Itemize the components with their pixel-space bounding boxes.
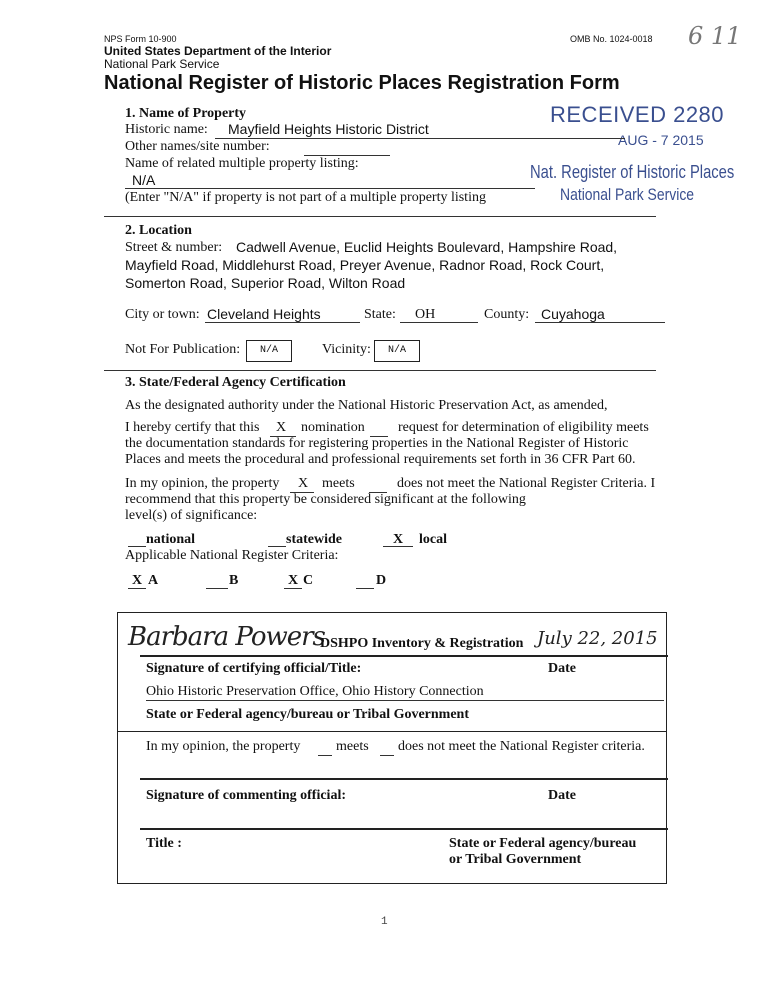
certifying-office: Ohio Historic Preservation Office, Ohio History Connection	[146, 684, 484, 699]
certifying-agency-label: State or Federal agency/bureau or Tribal Government	[146, 707, 470, 722]
level-statewide: statewide	[286, 532, 342, 547]
certify-text-a: I hereby certify that this	[125, 420, 260, 435]
page-title: National Register of Historic Places Registration Form	[104, 72, 620, 94]
signature-date: July 22, 2015	[537, 628, 658, 649]
received-date-stamp: AUG - 7 2015	[618, 132, 704, 148]
comment-opinion-b: meets	[336, 739, 369, 754]
meets-mark: X	[298, 476, 309, 491]
nomination-mark: X	[276, 420, 287, 435]
opinion-text-b: meets	[322, 476, 355, 491]
criteria-d: D	[376, 573, 387, 588]
form-number: NPS Form 10-900	[104, 34, 177, 44]
criteria-a-mark: X	[132, 573, 143, 588]
department: United States Department of the Interior	[104, 44, 332, 58]
certifying-sig-label: Signature of certifying official/Title:	[146, 661, 362, 676]
state-value: OH	[415, 307, 436, 322]
opinion-text-c: does not meet the National Register Criteria. I	[397, 476, 656, 491]
certify-text-c: request for determination of eligibility meets	[398, 420, 649, 435]
commenting-agency-line2: or Tribal Government	[449, 852, 582, 867]
commenting-title-label: Title :	[146, 836, 182, 851]
section2-heading: 2. Location	[125, 223, 192, 238]
section1-note: (Enter "N/A" if property is not part of a multiple property listing	[125, 190, 486, 205]
received-stamp: RECEIVED 2280	[550, 102, 725, 127]
comment-opinion-a: In my opinion, the property	[146, 739, 301, 754]
criteria-c: C	[303, 573, 314, 588]
city-label: City or town:	[125, 307, 200, 322]
criteria-a: A	[148, 573, 159, 588]
street-value-line2: Mayfield Road, Middlehurst Road, Preyer Avenue, Radnor Road, Rock Court,	[125, 257, 605, 273]
criteria-c-mark: X	[288, 573, 299, 588]
register-stamp-line1: Nat. Register of Historic Places	[530, 162, 735, 182]
certify-text-b: nomination	[301, 420, 365, 435]
section3-p1: As the designated authority under the National Historic Preservation Act, as amended,	[125, 398, 608, 413]
page-number: 1	[381, 916, 388, 928]
related-listing-label: Name of related multiple property listing:	[125, 156, 359, 171]
county-label: County:	[484, 307, 530, 322]
other-names-label: Other names/site number:	[125, 139, 270, 154]
criteria-label: Applicable National Register Criteria:	[125, 548, 339, 563]
related-listing-value: N/A	[132, 172, 156, 188]
service: National Park Service	[104, 57, 220, 71]
opinion-text-a: In my opinion, the property	[125, 476, 280, 491]
section1-heading: 1. Name of Property	[125, 106, 247, 121]
vicinity-box: N/A	[374, 340, 420, 362]
opinion-line3: level(s) of significance:	[125, 508, 258, 523]
certify-line2: the documentation standards for registering properties in the National Register of Historic	[125, 436, 629, 451]
county-value: Cuyahoga	[541, 306, 605, 322]
certifying-date-label: Date	[548, 661, 576, 676]
city-value: Cleveland Heights	[207, 306, 321, 322]
section3-heading: 3. State/Federal Agency Certification	[125, 375, 346, 390]
signer-title: DSHPO Inventory & Registration	[320, 636, 524, 651]
nfp-box: N/A	[246, 340, 292, 362]
certify-line3: Places and meets the procedural and professional requirements set forth in 36 CFR Part 60.	[125, 452, 636, 467]
commenting-date-label: Date	[548, 788, 576, 803]
handwritten-ref: 6 11	[688, 22, 742, 50]
historic-name-value: Mayfield Heights Historic District	[228, 121, 429, 137]
level-local: local	[419, 532, 447, 547]
street-label: Street & number:	[125, 240, 223, 255]
commenting-sig-label: Signature of commenting official:	[146, 788, 346, 803]
street-value-line3: Somerton Road, Superior Road, Wilton Road	[125, 275, 406, 291]
commenting-agency-line1: State or Federal agency/bureau	[449, 836, 637, 851]
nfp-label: Not For Publication:	[125, 342, 241, 357]
level-national: national	[146, 532, 196, 547]
comment-opinion-c: does not meet the National Register criteria.	[398, 739, 645, 754]
omb-number: OMB No. 1024-0018	[570, 34, 653, 44]
state-label: State:	[364, 307, 396, 322]
street-value-line1: Cadwell Avenue, Euclid Heights Boulevard, Hampshire Road,	[236, 239, 618, 255]
criteria-b: B	[229, 573, 239, 588]
opinion-line2: recommend that this property be considered significant at the following	[125, 492, 526, 507]
historic-name-label: Historic name:	[125, 122, 208, 137]
certifying-signature: Barbara Powers	[128, 622, 325, 652]
register-stamp-line2: National Park Service	[560, 185, 695, 204]
level-local-mark: X	[393, 532, 404, 547]
vicinity-label: Vicinity:	[322, 342, 371, 357]
